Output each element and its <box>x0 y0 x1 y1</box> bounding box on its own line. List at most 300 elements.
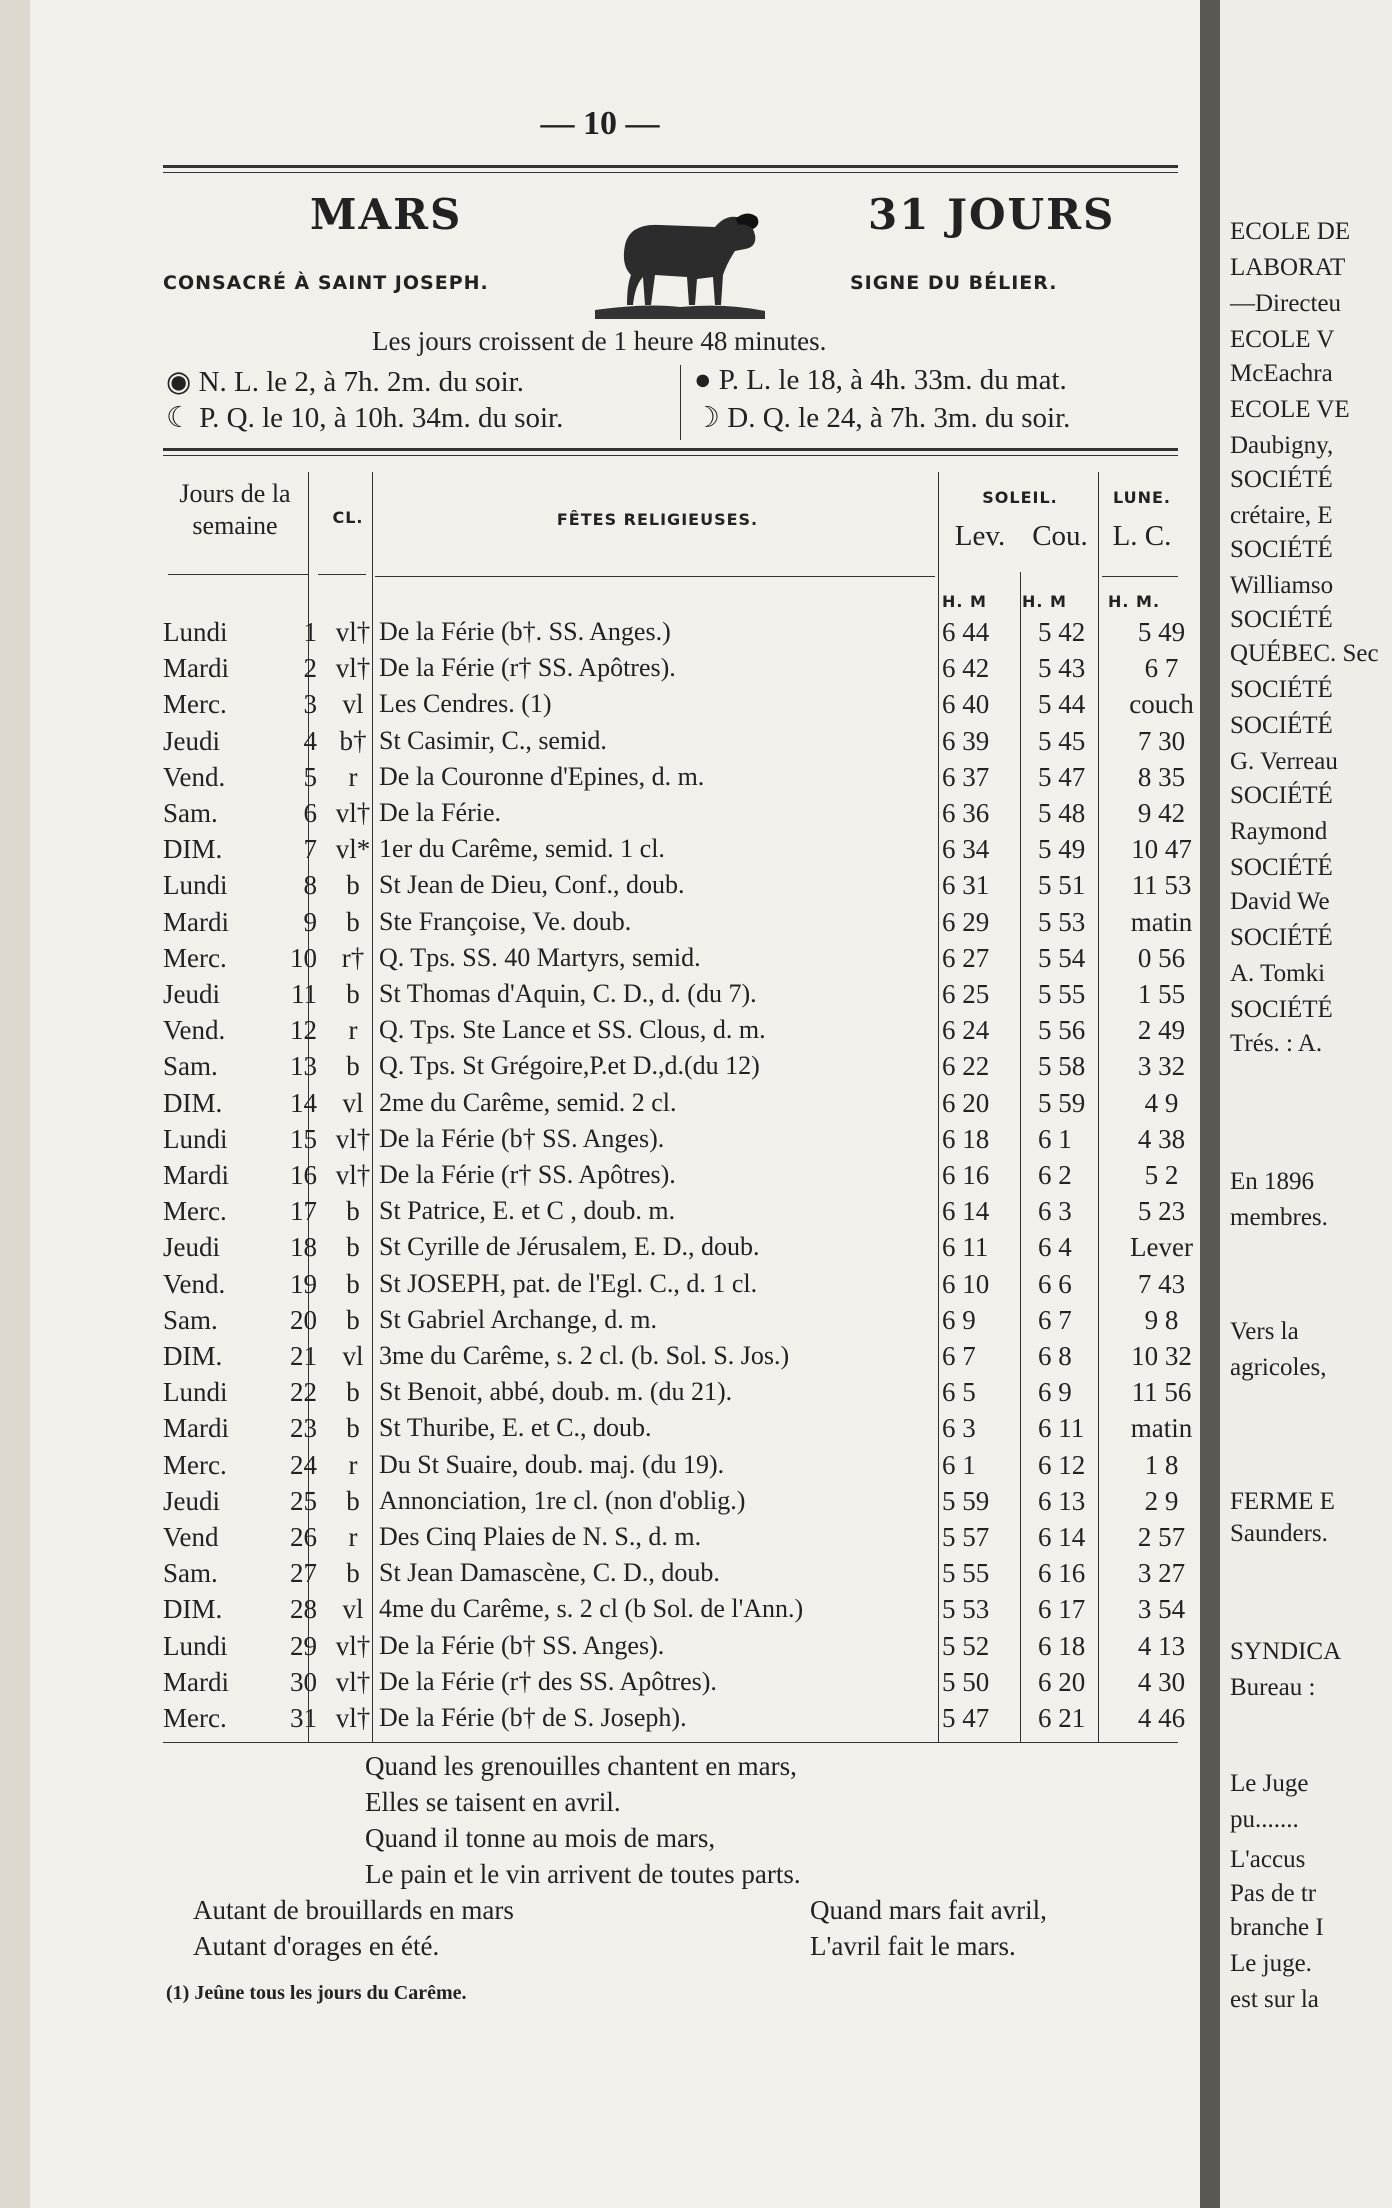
class-cell: b <box>346 906 360 937</box>
facing-page-line: SOCIÉTÉ <box>1230 924 1333 951</box>
sunset-cell: 5 49 <box>1038 834 1086 865</box>
date-cell: 9 <box>303 906 317 937</box>
facing-page <box>1220 0 1392 2208</box>
header-underline-fetes <box>375 576 935 577</box>
moon-cell: 4 46 <box>1137 1703 1186 1733</box>
day-cell: Sam. <box>163 1304 218 1335</box>
class-cell: vl <box>342 689 364 720</box>
date-cell: 30 <box>290 1666 317 1697</box>
table-row <box>160 1410 1193 1446</box>
sunset-cell: 6 1 <box>1038 1123 1072 1154</box>
class-cell: b <box>346 1485 360 1516</box>
sunrise-cell: 5 55 <box>942 1558 990 1589</box>
facing-page-line: ECOLE V <box>1230 326 1335 353</box>
facing-page-line: Williamso <box>1230 572 1334 599</box>
aries-ram-icon <box>585 205 775 325</box>
facing-page-line: SOCIÉTÉ <box>1230 606 1333 633</box>
facing-page-line: SOCIÉTÉ <box>1230 536 1333 563</box>
facing-page-line: branche I <box>1230 1914 1324 1941</box>
facing-page-line: FERME E <box>1230 1488 1335 1515</box>
feast-cell: St Thuribe, E. et C., doub. <box>379 1413 652 1443</box>
day-cell: Mardi <box>163 906 229 937</box>
table-row <box>160 1338 1192 1374</box>
class-cell: vl <box>342 1594 364 1625</box>
moon-cell: 4 30 <box>1137 1666 1186 1697</box>
table-row <box>160 940 1186 976</box>
header-hm-lune: H. M. <box>1108 592 1161 611</box>
sunrise-cell: 6 42 <box>942 653 990 684</box>
sunset-cell: 5 53 <box>1038 906 1086 937</box>
sunrise-cell: 6 31 <box>942 870 990 901</box>
class-cell: r <box>348 1522 358 1552</box>
facing-page-line: est sur la <box>1230 1986 1319 2013</box>
feast-cell: St JOSEPH, pat. de l'Egl. C., d. 1 cl. <box>379 1268 758 1298</box>
table-row <box>160 1229 1193 1265</box>
header-soleil: SOLEIL. <box>982 488 1058 507</box>
sunrise-cell: 6 20 <box>942 1087 990 1118</box>
facing-page-line: Daubigny, <box>1230 432 1334 459</box>
proverb-line: Elles se taisent en avril. <box>365 1787 621 1817</box>
class-cell: b <box>346 870 360 901</box>
header-hm-lev: H. M <box>942 592 987 611</box>
sunset-cell: 6 8 <box>1038 1341 1072 1371</box>
day-cell: DIM. <box>163 1087 223 1118</box>
moon-divider <box>680 365 681 440</box>
feast-cell: De la Férie (r† SS. Apôtres). <box>379 1160 676 1189</box>
facing-page-line: David We <box>1230 888 1330 915</box>
table-row <box>160 831 1192 867</box>
class-cell: r† <box>341 942 365 973</box>
month-title: MARS <box>310 190 463 239</box>
facing-page-line: ECOLE VE <box>1230 396 1350 423</box>
moon-cell: 3 27 <box>1137 1558 1186 1589</box>
sunset-cell: 5 47 <box>1038 761 1086 792</box>
facing-page-line: Le Juge <box>1230 1770 1309 1797</box>
moon-cell: 10 32 <box>1131 1341 1192 1371</box>
header-cl: CL. <box>332 508 364 527</box>
date-cell: 29 <box>290 1630 317 1661</box>
header-lev: Lev. <box>954 520 1006 552</box>
moon-cell: 7 30 <box>1137 725 1186 756</box>
sunset-cell: 6 20 <box>1038 1666 1086 1697</box>
feast-cell: St Jean Damascène, C. D., doub. <box>379 1558 720 1588</box>
sunset-cell: 6 13 <box>1038 1485 1086 1516</box>
table-row <box>160 1157 1180 1193</box>
day-cell: Merc. <box>163 1703 227 1733</box>
day-cell: Mardi <box>163 1666 229 1697</box>
moon-cell: 2 57 <box>1137 1522 1186 1552</box>
moon-cell: matin <box>1130 1413 1193 1444</box>
feast-cell: Annonciation, 1re cl. (non d'oblig.) <box>379 1485 746 1515</box>
feast-cell: Ste Françoise, Ve. doub. <box>379 906 632 936</box>
table-row <box>160 1085 1180 1121</box>
class-cell: vl† <box>335 653 371 684</box>
table-row <box>160 1447 1180 1483</box>
sunrise-cell: 6 34 <box>942 834 990 865</box>
day-cell: DIM. <box>163 834 223 865</box>
table-row <box>160 1193 1186 1229</box>
feast-cell: Les Cendres. (1) <box>379 689 552 719</box>
table-row <box>160 1591 1186 1627</box>
table-row <box>160 1374 1192 1410</box>
sunset-cell: 5 58 <box>1038 1051 1086 1082</box>
feast-cell: St Casimir, C., semid. <box>379 725 607 755</box>
date-cell: 20 <box>290 1304 317 1335</box>
header-cou: Cou. <box>1032 520 1088 552</box>
sunset-cell: 6 16 <box>1038 1558 1086 1589</box>
day-cell: Jeudi <box>163 725 220 756</box>
moon-cell: Lever <box>1130 1232 1193 1263</box>
date-cell: 23 <box>290 1413 317 1444</box>
date-cell: 7 <box>303 834 317 865</box>
date-cell: 27 <box>290 1558 317 1589</box>
facing-page-line: McEachra <box>1230 360 1333 387</box>
sunset-cell: 6 3 <box>1038 1196 1072 1227</box>
class-cell: b <box>346 1232 360 1263</box>
sunrise-cell: 6 3 <box>942 1413 976 1444</box>
last-quarter-icon: ☽ <box>694 402 720 434</box>
proverb-line: Quand les grenouilles chantent en mars, <box>365 1751 797 1781</box>
table-row <box>160 1266 1186 1302</box>
proverb-line: Quand mars fait avril, <box>810 1895 1047 1925</box>
class-cell: vl† <box>335 617 371 647</box>
proverb-line: L'avril fait le mars. <box>810 1931 1016 1961</box>
moon-cell: 2 49 <box>1137 1015 1186 1046</box>
table-row <box>160 795 1186 831</box>
moon-cell: 4 9 <box>1144 1087 1179 1118</box>
table-row <box>160 686 1194 722</box>
sunrise-cell: 6 14 <box>942 1196 990 1227</box>
feast-cell: 1er du Carême, semid. 1 cl. <box>379 834 665 864</box>
sunset-cell: 5 54 <box>1038 942 1086 973</box>
moon-cell: matin <box>1130 906 1193 937</box>
table-row <box>160 614 1186 650</box>
day-cell: DIM. <box>163 1341 223 1371</box>
days-count: 31 JOURS <box>868 190 1116 239</box>
sunset-cell: 5 56 <box>1038 1015 1086 1046</box>
table-bottom-rule <box>163 1742 1178 1743</box>
sunrise-cell: 6 9 <box>942 1304 976 1335</box>
moon-phase-new: ◉ N. L. le 2, à 7h. 2m. du soir. <box>166 366 524 398</box>
moon-cell: 4 38 <box>1137 1123 1186 1154</box>
table-row <box>160 1519 1186 1555</box>
sunset-cell: 5 55 <box>1038 979 1086 1009</box>
sunset-cell: 6 9 <box>1038 1377 1072 1408</box>
class-cell: vl <box>342 1341 364 1371</box>
header-hm-cou: H. M <box>1022 592 1067 611</box>
sunset-cell: 6 4 <box>1038 1232 1072 1263</box>
class-cell: b <box>346 1268 360 1299</box>
class-cell: vl† <box>335 1703 371 1733</box>
moon-cell: 8 35 <box>1137 761 1186 792</box>
sunrise-cell: 6 24 <box>942 1015 990 1046</box>
facing-page-line: Raymond <box>1230 818 1328 845</box>
date-cell: 6 <box>303 798 317 828</box>
class-cell: r <box>348 1449 358 1480</box>
day-cell: Merc. <box>163 689 227 720</box>
new-moon-icon: ◉ <box>166 366 192 398</box>
sunrise-cell: 5 47 <box>942 1703 990 1733</box>
header-fetes: FÊTES RELIGIEUSES. <box>556 510 759 529</box>
table-row <box>160 867 1192 903</box>
day-cell: Mardi <box>163 653 229 684</box>
table-row <box>160 1048 1186 1084</box>
moon-phase-full: ● P. L. le 18, à 4h. 33m. du mat. <box>694 364 1067 396</box>
day-cell: Merc. <box>163 1196 227 1227</box>
day-cell: Vend. <box>163 1268 226 1299</box>
day-cell: Vend. <box>163 1015 226 1046</box>
day-cell: Lundi <box>163 1630 228 1661</box>
table-row <box>160 650 1180 686</box>
day-cell: Sam. <box>163 1051 218 1082</box>
table-row <box>160 1012 1186 1048</box>
facing-page-line: SOCIÉTÉ <box>1230 712 1333 739</box>
page-edge <box>0 0 30 2208</box>
date-cell: 3 <box>303 689 317 720</box>
sunset-cell: 6 12 <box>1038 1449 1086 1480</box>
moon-cell: 9 42 <box>1137 798 1186 828</box>
day-cell: Lundi <box>163 1123 228 1154</box>
day-cell: Jeudi <box>163 979 220 1009</box>
table-row <box>160 1628 1186 1664</box>
facing-page-line: crétaire, E <box>1230 502 1333 529</box>
day-cell: Sam. <box>163 1558 218 1589</box>
facing-page-line: agricoles, <box>1230 1354 1327 1381</box>
date-cell: 8 <box>303 870 317 901</box>
day-cell: Jeudi <box>163 1485 220 1516</box>
date-cell: 4 <box>303 725 317 756</box>
sunrise-cell: 6 1 <box>942 1449 976 1480</box>
date-cell: 15 <box>290 1123 317 1154</box>
date-cell: 25 <box>290 1485 317 1516</box>
table-top-rule-thin <box>163 455 1178 456</box>
feast-cell: St Gabriel Archange, d. m. <box>379 1304 657 1334</box>
sunrise-cell: 5 52 <box>942 1630 990 1661</box>
sunrise-cell: 6 44 <box>942 617 990 647</box>
proverb-main <box>365 1748 801 1892</box>
top-rule-thin <box>163 172 1178 173</box>
facing-page-line: QUÉBEC. Sec <box>1230 640 1379 667</box>
sunset-cell: 5 48 <box>1038 798 1086 828</box>
sunrise-cell: 6 39 <box>942 725 990 756</box>
class-cell: b <box>346 1304 360 1335</box>
table-row <box>160 904 1193 940</box>
facing-page-line: pu....... <box>1230 1806 1299 1833</box>
moon-cell: 5 2 <box>1144 1160 1179 1190</box>
sunrise-cell: 6 10 <box>942 1268 990 1299</box>
facing-page-line: SOCIÉTÉ <box>1230 996 1333 1023</box>
feast-cell: St Cyrille de Jérusalem, E. D., doub. <box>379 1232 760 1262</box>
days-growth: Les jours croissent de 1 heure 48 minutes. <box>372 326 827 356</box>
day-cell: Vend. <box>163 761 226 792</box>
day-cell: Lundi <box>163 1377 228 1408</box>
sunset-cell: 6 18 <box>1038 1630 1086 1661</box>
date-cell: 1 <box>303 617 317 647</box>
table-row <box>160 976 1186 1012</box>
date-cell: 10 <box>290 942 317 973</box>
facing-page-line: Trés. : A. <box>1230 1030 1323 1057</box>
table-top-rule <box>163 448 1178 451</box>
footnote: (1) Jeûne tous les jours du Carême. <box>166 1982 467 2004</box>
sunrise-cell: 6 7 <box>942 1341 976 1371</box>
class-cell: vl† <box>335 798 371 828</box>
moon-phase-last-quarter: ☽ D. Q. le 24, à 7h. 3m. du soir. <box>694 402 1071 434</box>
consecration-text: CONSACRÉ À SAINT JOSEPH. <box>163 272 489 294</box>
sunrise-cell: 6 11 <box>942 1232 989 1263</box>
class-cell: b <box>346 1558 360 1589</box>
header-underline-day <box>168 574 308 575</box>
facing-page-line: SOCIÉTÉ <box>1230 466 1333 493</box>
full-moon-icon: ● <box>694 364 712 396</box>
feast-cell: St Thomas d'Aquin, C. D., d. (du 7). <box>379 979 757 1008</box>
facing-page-line: Vers la <box>1230 1318 1299 1345</box>
sunset-cell: 5 44 <box>1038 689 1086 720</box>
proverb-right <box>810 1892 1047 1964</box>
sunrise-cell: 5 53 <box>942 1594 990 1625</box>
day-cell: Merc. <box>163 942 227 973</box>
facing-page-line: G. Verreau <box>1230 748 1338 775</box>
facing-page-line: membres. <box>1230 1204 1328 1231</box>
facing-page-line: SOCIÉTÉ <box>1230 854 1333 881</box>
day-cell: DIM. <box>163 1594 223 1625</box>
sunrise-cell: 6 22 <box>942 1051 990 1082</box>
feast-cell: St Patrice, E. et C , doub. m. <box>379 1196 676 1226</box>
header-underline-lune <box>1102 576 1178 577</box>
feast-cell: De la Férie (b†. SS. Anges.) <box>379 617 671 646</box>
feast-cell: Des Cinq Plaies de N. S., d. m. <box>379 1522 702 1551</box>
sunrise-cell: 5 57 <box>942 1522 990 1552</box>
day-cell: Lundi <box>163 617 228 647</box>
facing-page-line: Bureau : <box>1230 1674 1316 1701</box>
date-cell: 17 <box>290 1196 317 1227</box>
facing-page-line: ECOLE DE <box>1230 218 1351 245</box>
moon-cell: 5 23 <box>1137 1196 1186 1227</box>
sunset-cell: 6 6 <box>1038 1268 1072 1299</box>
sunrise-cell: 5 59 <box>942 1485 990 1516</box>
table-row <box>160 1664 1186 1700</box>
date-cell: 2 <box>303 653 317 684</box>
sunrise-cell: 5 50 <box>942 1666 990 1697</box>
table-row <box>160 723 1186 759</box>
class-cell: r <box>348 761 358 792</box>
feast-cell: De la Férie. <box>379 798 502 827</box>
sunrise-cell: 6 36 <box>942 798 990 828</box>
facing-page-line: Saunders. <box>1230 1520 1328 1547</box>
table-row <box>160 1121 1186 1157</box>
moon-cell: 7 43 <box>1137 1268 1186 1299</box>
class-cell: vl† <box>335 1666 371 1697</box>
moon-cell: 2 9 <box>1144 1485 1179 1516</box>
sunrise-cell: 6 18 <box>942 1123 990 1154</box>
proverb-line: Le pain et le vin arrivent de toutes parts. <box>365 1859 801 1889</box>
facing-page-line: LABORAT <box>1230 254 1346 281</box>
table-row <box>160 1700 1186 1736</box>
feast-cell: De la Férie (b† SS. Anges). <box>379 1630 665 1660</box>
header-underline-cl <box>318 574 366 575</box>
date-cell: 22 <box>290 1377 317 1408</box>
facing-page-line: Pas de tr <box>1230 1880 1317 1907</box>
moon-cell: 4 13 <box>1137 1630 1186 1661</box>
date-cell: 5 <box>303 761 317 792</box>
zodiac-sign: SIGNE DU BÉLIER. <box>850 272 1058 294</box>
date-cell: 26 <box>290 1522 317 1552</box>
sunset-cell: 6 2 <box>1038 1160 1072 1190</box>
sunset-cell: 6 7 <box>1038 1304 1072 1335</box>
book-spine <box>1200 0 1220 2208</box>
proverb-line: Quand il tonne au mois de mars, <box>365 1823 716 1853</box>
sunrise-cell: 6 27 <box>942 942 990 973</box>
class-cell: b <box>346 1377 360 1408</box>
feast-cell: Q. Tps. SS. 40 Martyrs, semid. <box>379 942 701 972</box>
facing-page-line: SOCIÉTÉ <box>1230 782 1333 809</box>
proverb-line: Autant de brouillards en mars <box>193 1895 514 1925</box>
page-number: — 10 — <box>540 105 660 142</box>
facing-page-line: L'accus <box>1230 1846 1306 1873</box>
table-row <box>160 759 1186 795</box>
date-cell: 14 <box>290 1087 317 1118</box>
class-cell: b <box>346 1196 360 1227</box>
facing-page-line: A. Tomki <box>1230 960 1326 987</box>
feast-cell: 2me du Carême, semid. 2 cl. <box>379 1087 677 1117</box>
top-rule <box>163 165 1178 168</box>
date-cell: 16 <box>290 1160 317 1190</box>
feast-cell: St Benoit, abbé, doub. m. (du 21). <box>379 1377 733 1407</box>
facing-page-line: SOCIÉTÉ <box>1230 676 1333 703</box>
date-cell: 18 <box>290 1232 317 1263</box>
moon-cell: 3 54 <box>1137 1594 1186 1625</box>
date-cell: 28 <box>290 1594 317 1625</box>
header-lune: LUNE. <box>1112 488 1171 507</box>
moon-cell: 1 8 <box>1144 1449 1179 1480</box>
class-cell: b <box>346 979 360 1009</box>
moon-cell: 0 56 <box>1137 942 1186 973</box>
sunrise-cell: 6 16 <box>942 1160 990 1190</box>
class-cell: vl† <box>335 1630 371 1661</box>
sunrise-cell: 6 37 <box>942 761 990 792</box>
class-cell: r <box>348 1015 358 1046</box>
date-cell: 12 <box>290 1015 317 1046</box>
sunset-cell: 5 43 <box>1038 653 1086 684</box>
feast-cell: 4me du Carême, s. 2 cl (b Sol. de l'Ann.) <box>379 1594 804 1624</box>
class-cell: vl† <box>335 1160 371 1190</box>
moon-cell: 9 8 <box>1144 1304 1179 1335</box>
sunset-cell: 6 14 <box>1038 1522 1086 1552</box>
feast-cell: De la Couronne d'Epines, d. m. <box>379 761 705 791</box>
header-day: Jours de la semaine <box>179 479 291 540</box>
moon-cell: 1 55 <box>1137 979 1186 1009</box>
day-cell: Lundi <box>163 870 228 901</box>
sunset-cell: 5 51 <box>1038 870 1086 901</box>
feast-cell: De la Férie (r† des SS. Apôtres). <box>379 1666 717 1696</box>
feast-cell: Q. Tps. St Grégoire,P.et D.,d.(du 12) <box>379 1051 760 1081</box>
facing-page-line: —Directeu <box>1230 290 1342 317</box>
date-cell: 21 <box>290 1341 317 1371</box>
sunset-cell: 5 59 <box>1038 1087 1086 1118</box>
day-cell: Merc. <box>163 1449 227 1480</box>
class-cell: vl <box>342 1087 364 1118</box>
date-cell: 31 <box>290 1703 317 1733</box>
facing-page-line: SYNDICA <box>1230 1638 1342 1665</box>
day-cell: Vend <box>163 1522 219 1552</box>
date-cell: 13 <box>290 1051 317 1082</box>
sunrise-cell: 6 40 <box>942 689 990 720</box>
class-cell: vl† <box>335 1123 371 1154</box>
day-cell: Jeudi <box>163 1232 220 1263</box>
feast-cell: St Jean de Dieu, Conf., doub. <box>379 870 685 900</box>
sunset-cell: 6 17 <box>1038 1594 1086 1625</box>
table-row <box>160 1555 1186 1591</box>
moon-cell: 3 32 <box>1137 1051 1186 1082</box>
